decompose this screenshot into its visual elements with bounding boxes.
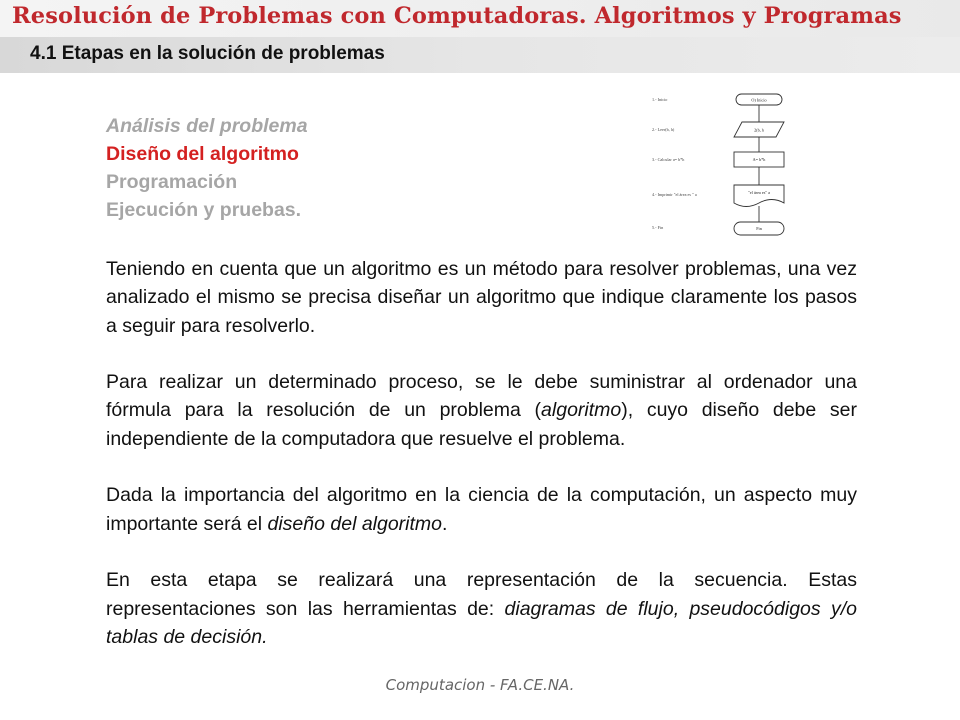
flow-right-label: Fin — [756, 226, 762, 231]
step-analisis: Análisis del problema — [106, 115, 308, 137]
steps-list — [106, 112, 308, 224]
section-subtitle: 4.1 Etapas en la solución de problemas — [30, 43, 385, 64]
flow-right-label: A= b*h — [752, 157, 766, 162]
paragraph-3-text-end: . — [442, 512, 448, 535]
flow-output-shape — [734, 185, 784, 207]
step-programacion: Programación — [106, 171, 238, 193]
paragraph-3 — [106, 481, 857, 538]
flow-left-label: 3.- Calcular a= b*h — [652, 157, 685, 162]
step-ejecucion: Ejecución y pruebas. — [106, 199, 302, 221]
footer: Computacion - FA.CE.NA. — [385, 676, 575, 694]
flow-left-label: 1.- Inicio — [652, 97, 668, 102]
paragraph-4-emphasis: diagramas de flujo, pseudocódigos y/o tablas de decisión. — [106, 597, 857, 648]
flow-right-label: "el área es" a — [748, 190, 770, 195]
paragraph-2-text-end: ), cuyo diseño debe ser independiente de la computadora que resuelve el problema. — [106, 399, 858, 450]
slide-title: Resolución de Problemas con Computadoras. Algoritmos y Programas — [12, 3, 902, 29]
flow-left-label: 2.- Leer(b, h) — [652, 127, 675, 132]
paragraph-2 — [106, 368, 857, 453]
body-text — [106, 255, 857, 679]
flow-left-label: 4.- Imprimir "el área es " a — [652, 192, 697, 197]
paragraph-4 — [106, 566, 857, 651]
paragraph-2-text: Para realizar un determinado proceso, se le debe suministrar al ordenador una fórmula para la resolución de un problema ( — [106, 371, 857, 422]
paragraph-2-emphasis: algoritmo — [541, 399, 622, 422]
flow-left-label: 5.- Fin — [652, 225, 664, 230]
flowchart-diagram — [648, 90, 788, 242]
paragraph-1: Teniendo en cuenta que un algoritmo es un método para resolver problemas, una vez analizado el mismo se precisa diseñar un algoritmo que indique claramente los pasos a seguir para resolverlo. — [106, 258, 857, 337]
paragraph-4-text: En esta etapa se realizará una representación de la secuencia. Estas representaciones son las herramientas de: — [106, 569, 857, 620]
paragraph-3-emphasis: diseño del algoritmo — [267, 512, 443, 535]
flow-right-label: 2(b, h — [754, 127, 764, 133]
paragraph-3-text: Dada la importancia del algoritmo en la ciencia de la computación, un aspecto muy importante será el — [106, 484, 857, 535]
step-diseno: Diseño del algoritmo — [106, 143, 299, 165]
flow-right-label: O) Inicio — [751, 97, 767, 103]
